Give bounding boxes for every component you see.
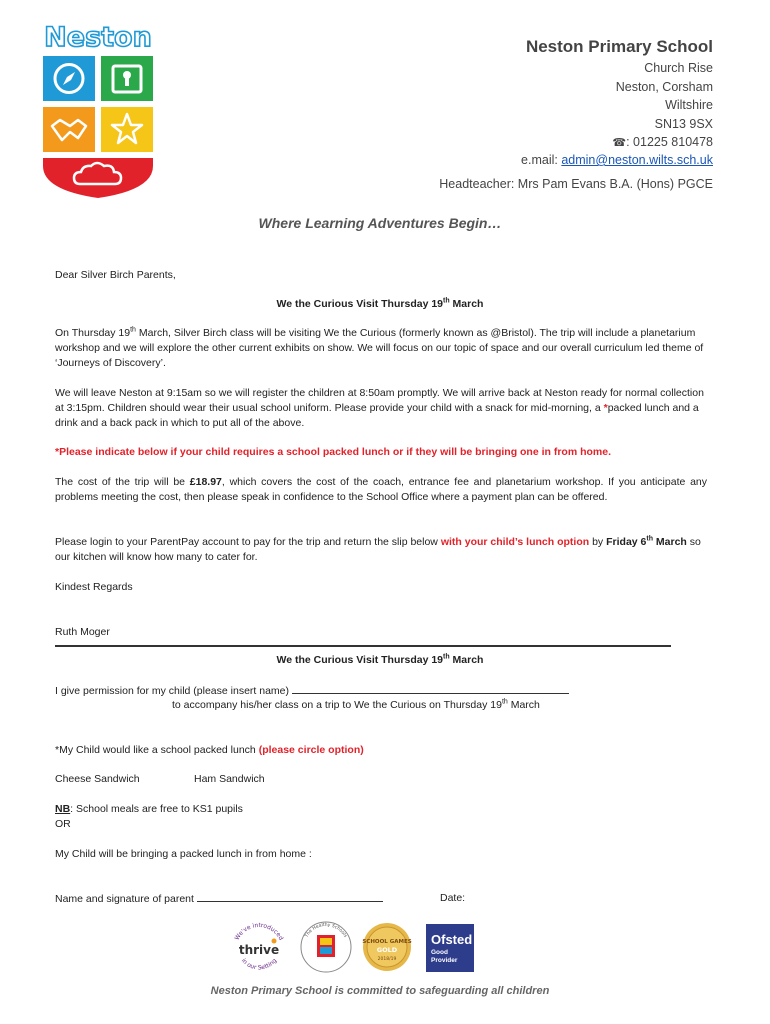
- parent-signature-field[interactable]: [197, 891, 383, 902]
- headteacher: Headteacher: Mrs Pam Evans B.A. (Hons) PGCE: [439, 177, 713, 191]
- lunch-question: [55, 743, 364, 758]
- nb-label: NB: [55, 803, 71, 815]
- address-line-2: Neston, Corsham: [615, 80, 713, 94]
- or-label: OR: [55, 818, 71, 830]
- slip-title-sup: th: [443, 653, 450, 661]
- ofsted-good: Good: [431, 949, 448, 956]
- trip-cost: £18.97: [189, 476, 222, 488]
- school-name: Neston Primary School: [525, 37, 713, 56]
- p5-start: Please login to your ParentPay account to pay for the trip and return the slip below: [55, 536, 441, 548]
- letter-title-month: March: [449, 298, 484, 310]
- p1-rest: March, Silver Birch class will be visiting We the Curious (formerly known as @Bristol). The trip will include a planetarium workshop and we will explore the other current exhibits on show. We will focus on our topic of space and our overall curriculum led theme of ‘Journeys of Discovery’.: [55, 327, 704, 369]
- school-games-gold: GOLD: [376, 946, 398, 954]
- p4-rest: , which covers the cost of the coach, entrance fee and planetarium workshop. If you anticipate any problems meeting the cost, then please speak in confidence to the School Office where a payment plan can be offered.: [55, 476, 707, 503]
- signature: Ruth Moger: [55, 626, 110, 638]
- child-name-field[interactable]: [292, 683, 569, 694]
- school-games-badge: [362, 922, 412, 972]
- school-games-label: SCHOOL GAMES: [362, 939, 412, 945]
- p2-star: *: [603, 402, 608, 414]
- thrive-word: thrive: [238, 943, 280, 957]
- tagline: Where Learning Adventures Begin…: [258, 215, 502, 231]
- option-cheese[interactable]: Cheese Sandwich: [55, 773, 140, 785]
- paragraph-2: [55, 386, 715, 431]
- slip-title-month: March: [449, 654, 484, 666]
- address-line-1: Church Rise: [644, 61, 713, 75]
- paragraph-1: [55, 326, 715, 371]
- thrive-arc-bottom: in our Setting: [239, 957, 279, 972]
- svg-text:We've introduced: [234, 922, 285, 942]
- permission-sup: th: [501, 698, 508, 706]
- p2-start: We will leave Neston at 9:15am so we will register the children at 8:50am promptly. We will arrive back at Neston ready for normal collection at 3:15pm. Children should wear their usual school uniform. Please provide your child with a snack for mid-morning, a: [55, 387, 704, 414]
- slip-divider: [55, 645, 671, 647]
- letter-title-text: We the Curious Visit Thursday 19: [276, 298, 444, 310]
- award-label: The Healthy Schools: [304, 922, 348, 939]
- logo-graphic: [40, 14, 156, 198]
- parent-signature-line: [55, 891, 383, 907]
- home-lunch-line: My Child will be bringing a packed lunch in from home :: [55, 848, 312, 860]
- lunch-label: *My Child would like a school packed lunch: [55, 744, 259, 756]
- permission-month: March: [507, 699, 540, 711]
- p1-sup: th: [130, 326, 136, 334]
- closing: Kindest Regards: [55, 581, 133, 593]
- healthy-schools-badge: [300, 918, 352, 976]
- address-line-4: SN13 9SX: [654, 117, 713, 131]
- thrive-badge: [228, 920, 290, 976]
- email-link[interactable]: admin@neston.wilts.sch.uk: [561, 153, 713, 167]
- address-line-3: Wiltshire: [665, 98, 713, 112]
- p5-date: Friday 6: [606, 536, 647, 548]
- option-ham[interactable]: Ham Sandwich: [194, 773, 265, 785]
- paragraph-4: [55, 475, 707, 505]
- permission-line-2: [172, 698, 540, 713]
- footer-safeguarding: Neston Primary School is committed to safeguarding all children: [210, 985, 550, 997]
- slip-title: [0, 653, 760, 668]
- nb-text: : School meals are free to KS1 pupils: [70, 803, 243, 815]
- parent-signature-label: Name and signature of parent: [55, 893, 197, 905]
- email-line: [521, 153, 713, 167]
- phone-line: [612, 135, 713, 149]
- p5-date-sup: th: [646, 535, 653, 543]
- p4-start: The cost of the trip will be: [55, 476, 190, 488]
- permission-text-2: to accompany his/her class on a trip to We the Curious on Thursday 19: [172, 699, 502, 711]
- p5-by: by: [589, 536, 607, 548]
- phone-number: : 01225 810478: [626, 135, 713, 149]
- svg-text:in our Setting: [240, 957, 279, 971]
- phone-icon: ☎: [612, 137, 627, 149]
- ofsted-title: Ofsted: [431, 932, 473, 947]
- nb-line: [55, 802, 243, 817]
- ofsted-provider: Provider: [431, 957, 458, 964]
- permission-line: [55, 683, 655, 699]
- p5-lunch-option: with your child’s lunch option: [440, 536, 590, 548]
- school-logo: [40, 14, 156, 198]
- paragraph-3-lunch-note: *Please indicate below if your child requires a school packed lunch or if they will be bringing one in from home.: [55, 446, 612, 458]
- school-games-year: 2018/19: [377, 957, 397, 962]
- letter-title-sup: th: [443, 297, 450, 305]
- email-label: e.mail:: [521, 153, 562, 167]
- ofsted-badge: [426, 924, 474, 972]
- paragraph-5: [55, 535, 710, 565]
- letter-title: [0, 297, 760, 312]
- p5-rest: so our kitchen will know how many to cater for.: [55, 536, 701, 563]
- permission-text: I give permission for my child (please insert name): [55, 685, 292, 697]
- thrive-arc-top: We've introduced: [233, 921, 285, 942]
- date-label: Date:: [440, 892, 466, 904]
- slip-title-text: We the Curious Visit Thursday 19: [276, 654, 444, 666]
- p1-start: On Thursday 19: [55, 327, 131, 339]
- greeting: Dear Silver Birch Parents,: [55, 269, 176, 281]
- lunch-circle-note: (please circle option): [258, 744, 364, 756]
- p2-rest: packed lunch and a drink and a back pack in which to put all of the above.: [55, 402, 699, 429]
- logo-word: Neston: [44, 22, 152, 53]
- p5-date-month: March: [653, 536, 687, 548]
